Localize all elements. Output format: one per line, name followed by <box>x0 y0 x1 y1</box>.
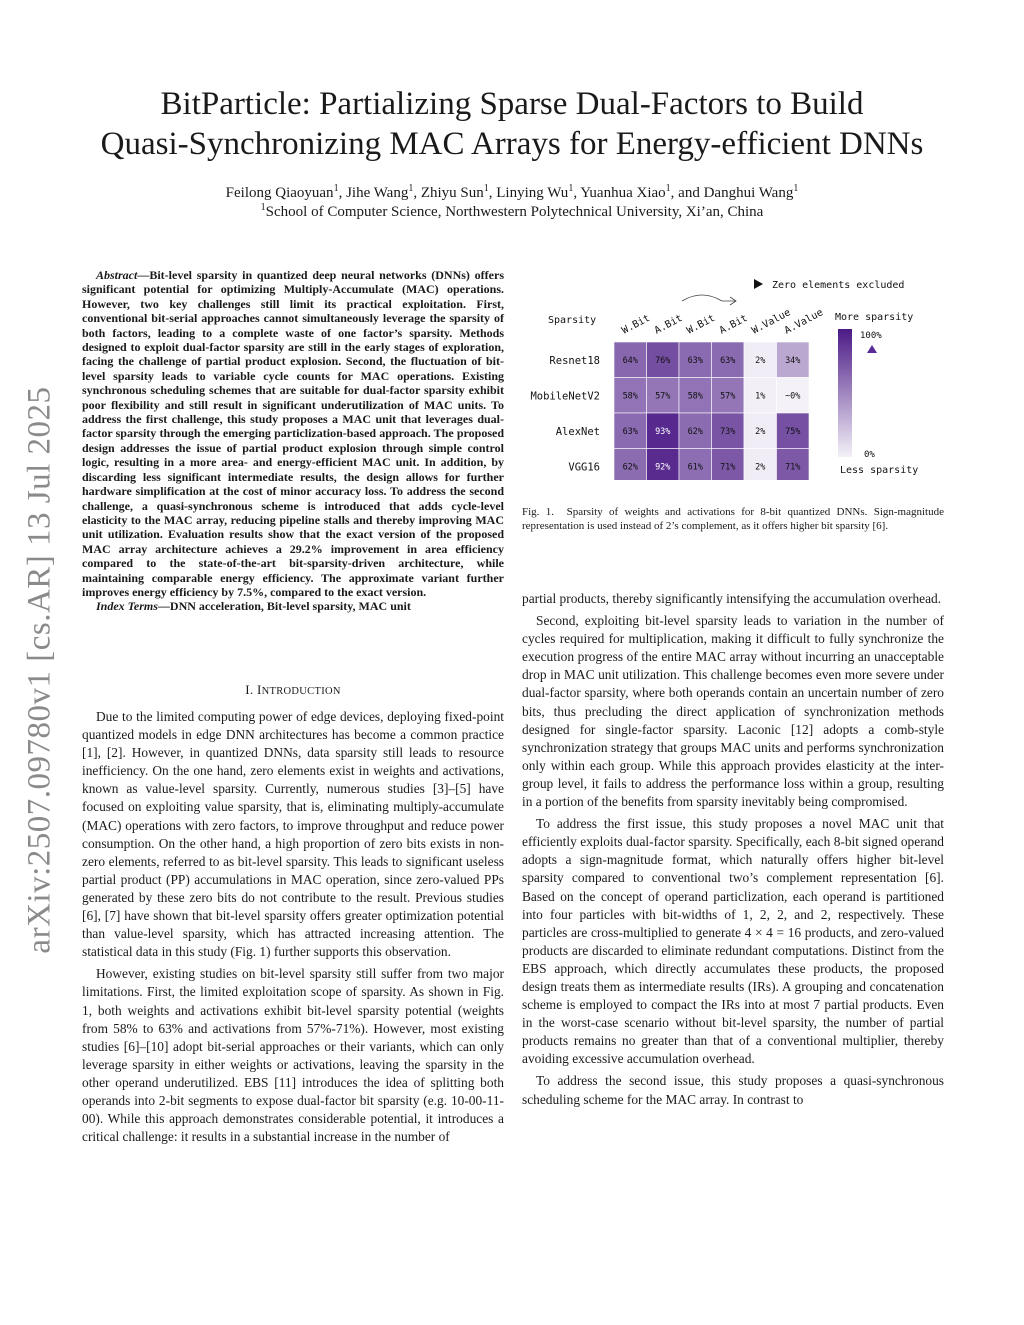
legend-max: 100% <box>860 331 882 341</box>
heatmap-cell-label: 62% <box>687 426 703 437</box>
title-line-2: Quasi-Synchronizing MAC Arrays for Energy-efficient DNNs <box>100 126 924 162</box>
column-header-2: W.Bit <box>685 312 717 337</box>
paragraph: Due to the limited computing power of edge devices, deploying fixed-point quantized models in edge DNN architectures has become a common practice [1], [2]. However, in quantized DNNs, data sparsity still leads to resource inefficiency. On the one hand, zero elements exist in weights and activations, known as value-level sparsity. Currently, numerous studies [3]–[5] have focused on exploiting value sparsity, that is, eliminating multiply-accumulate (MAC) operations with zero factors, to improve throughput and reduce power consumption. On the other hand, a high proportion of zero bits exists in non-zero elements, referred to as bit-level sparsity. This leads to significant useless partial product (PP) accumulations in MAC operation, since zero-valued PPs generated by these zero bits do not contribute to the result. Previous studies [6], [7] have shown that bit-level sparsity offers greater optimization potential than value-level sparsity, which has attracted increasing attention. The statistical data in this study (Fig. 1) further supports this observation. <box>82 709 504 960</box>
sparsity-label: Sparsity <box>548 315 597 326</box>
heatmap-cell-label: 63% <box>720 355 736 366</box>
paragraph: To address the first issue, this study proposes a novel MAC unit that efficiently exploits dual-factor sparsity. Specifically, each 8-bit signed operand adopts a sign-magnitude format, which naturally offers higher bit-level sparsity compared to conventional two’s complement representation [6]. Based on the concept of operand particlization, each operand is partitioned into four particles with bit-widths of 1, 2, 2, and 2, respectively. These particles are cross-multiplied to generate 4 × 4 = 16 products, and zero-valued products are discarded to eliminate redundant computations. Distinct from the EBS approach, which directly accumulates these products, the proposed design treats them as intermediate results (IRs). A grouping and concatenation scheme is employed to compact the IRs into at most 7 partial products. Even in the worst-case scenario without bit-level sparsity, the number of partial products remains no greater than that of a conventional multiplier, thereby avoiding excessive accumulation overhead. <box>522 816 944 1067</box>
legend-gradient-bar <box>838 329 852 457</box>
author-block <box>60 184 964 222</box>
legend-bottom-label: Less sparsity <box>840 465 919 476</box>
heatmap-cell-label: 61% <box>687 462 703 473</box>
column-header-4: W.Value <box>750 307 793 337</box>
index-terms: Index Terms—DNN acceleration, Bit-level sparsity, MAC unit <box>96 599 411 614</box>
row-label-3: VGG16 <box>568 461 600 474</box>
abstract <box>82 268 504 614</box>
right-column-body <box>522 590 944 1113</box>
author-list: Feilong Qiaoyuan$^1$, Jihe Wang$^1$, Zhiyu Sun$^1$, Linying Wu$^1$, Yuanhua Xiao$^1$, and Danghui Wang$^1$ <box>225 183 799 201</box>
heatmap-cell-label: 93% <box>655 426 671 437</box>
author-name: Yuanhua Xiao <box>580 185 666 201</box>
row-label-0: Resnet18 <box>549 354 600 367</box>
author-name: Zhiyu Sun <box>420 185 484 201</box>
heatmap-cell-label: 62% <box>622 462 638 473</box>
svg-text:Zero elements excluded: Zero elements excluded <box>772 280 905 291</box>
heatmap-cell-label: 73% <box>720 426 736 437</box>
abstract-text: Abstract—Bit-level sparsity in quantized deep neural networks (DNNs) offers significant potential for optimizing Multiply-Accumulate (MAC) operations. However, two key challenges still limit its practical exploitation. First, conventional bit-serial approaches cannot simultaneously leverage the sparsity of both factors, leading to a complete waste of one factor’s sparsity. Methods designed to exploit dual-factor sparsity are still in the early stages of exploration, facing the challenge of partial product explosion. Second, the fluctuation of bit-level sparsity leads to variable cycle counts for MAC operations. Existing synchronous scheduling schemes that are suitable for dual-factor sparsity exhibit poor flexibility and still result in significant underutilization of MAC units. To address the first challenge, this study proposes a MAC unit that leverages dual-factor sparsity through the emerging particlization-based approach. The proposed design addresses the issue of partial product explosion through simple control logic, resulting in a more area- and energy-efficient MAC unit. In addition, by discarding less significant intermediate results, the design allows for further hardware simplification at the cost of minor accuracy loss. To address the second challenge, a quasi-synchronous scheme is introduced that adds cycle-level elasticity to the MAC array, reducing pipeline stalls and thereby improving MAC unit utilization. Evaluation results show that the exact version of the proposed MAC array architecture achieves a 29.2% improvement in area efficiency compared to the state-of-the-art bit-sparsity-driven architecture, while maintaining comparable energy efficiency. The approximate variant further improves energy efficiency by 7.5%, compared to the exact version. <box>82 268 504 599</box>
heatmap-cell-label: 57% <box>720 391 736 402</box>
legend-min: 0% <box>864 450 875 460</box>
legend-arrow-icon <box>867 345 877 353</box>
column-header-3: A.Bit <box>717 312 750 337</box>
heatmap-cell-label: 2% <box>755 355 766 366</box>
author-name: Feilong Qiaoyuan <box>225 185 334 201</box>
sparsity-figure <box>522 275 942 480</box>
author-name: Linying Wu <box>496 185 569 201</box>
author-name: Jihe Wang <box>346 185 409 201</box>
heatmap-cell-label: 34% <box>785 355 801 366</box>
paragraph: partial products, thereby significantly intensifying the accumulation overhead. <box>522 591 942 606</box>
affiliation: $^1$School of Computer Science, Northwestern Polytechnical University, Xi’an, China <box>260 202 764 220</box>
column-header-0: W.Bit <box>620 312 652 337</box>
paper-title <box>60 84 964 164</box>
left-column-body <box>82 708 504 1150</box>
column-header-1: A.Bit <box>652 312 685 337</box>
section-heading: I. INTRODUCTION <box>245 682 341 697</box>
heatmap-cell-label: 58% <box>687 391 703 402</box>
heatmap-cell-label: 63% <box>687 355 703 366</box>
arxiv-identifier: arXiv:2507.09780v1 [cs.AR] 13 Jul 2025 <box>21 386 58 954</box>
heatmap-cell-label: ~0% <box>785 391 801 402</box>
column-header-5: A.Value <box>782 307 826 337</box>
title-line-1: BitParticle: Partializing Sparse Dual-Factors to Build <box>160 86 864 122</box>
heatmap-cell-label: 75% <box>785 426 801 437</box>
figure-caption: Fig. 1. Sparsity of weights and activations for 8-bit quantized DNNs. Sign-magnitude representation is used instead of 2’s complement, as it offers higher bit sparsity [6]. <box>522 506 944 532</box>
heatmap-cell-label: 92% <box>655 462 671 473</box>
heatmap-cell-label: 63% <box>622 426 638 437</box>
heatmap-cell-label: 71% <box>785 462 801 473</box>
row-label-2: AlexNet <box>555 425 600 438</box>
heatmap-cell-label: 58% <box>622 391 638 402</box>
legend-top-label: More sparsity <box>835 312 914 323</box>
heatmap-cell-label: 2% <box>755 462 766 473</box>
paragraph: Second, exploiting bit-level sparsity leads to variation in the number of cycles required for multiplication, making it difficult to fully synchronize the execution progress of the entire MAC array without incurring an unacceptable drop in MAC unit utilization. This challenge becomes even more severe under dual-factor sparsity, where both operands contain an uncertain number of zero bits, thus precluding the direct application of synchronization methods designed for single-factor sparsity. Laconic [12] adopts a comb-style synchronization strategy that groups MAC units and performs synchronization only within each group. While this approach provides elasticity at the inter-group level, it fails to address the performance loss within a group, resulting in a portion of the benefits from sparsity inevitably being compromised. <box>522 613 944 810</box>
heatmap-cell-label: 2% <box>755 426 766 437</box>
arxiv-sidebar <box>10 370 70 970</box>
row-label-1: MobileNetV2 <box>530 390 600 403</box>
author-name: and Danghui Wang <box>678 185 794 201</box>
heatmap-cell-label: 1% <box>755 391 766 402</box>
heatmap-cell-label: 64% <box>622 355 638 366</box>
zero-note <box>754 279 904 291</box>
paragraph: To address the second issue, this study proposes a quasi-synchronous scheduling scheme for the MAC array. In contrast to <box>522 1073 944 1107</box>
paragraph: However, existing studies on bit-level sparsity still suffer from two major limitations. First, the limited exploitation scope of sparsity. As shown in Fig. 1, both weights and activations exhibit bit-level sparsity potential (weights from 58% to 63% and activations from 57%-71%). However, most existing studies [6]–[10] adopt bit-serial approaches or their variants, which can only leverage sparsity in either weights or activations, leaving the sparsity in the other operand underutilized. EBS [11] introduces the idea of splitting both operands into 2-bit segments to expose dual-factor bit sparsity (e.g. 10-00-11-00). While this approach demonstrates considerable potential, it introduces a critical challenge: it results in a substantial increase in the number of <box>82 966 504 1145</box>
heatmap-cell-label: 57% <box>655 391 671 402</box>
heatmap-cell-label: 71% <box>720 462 736 473</box>
heatmap-cell-label: 76% <box>655 355 671 366</box>
